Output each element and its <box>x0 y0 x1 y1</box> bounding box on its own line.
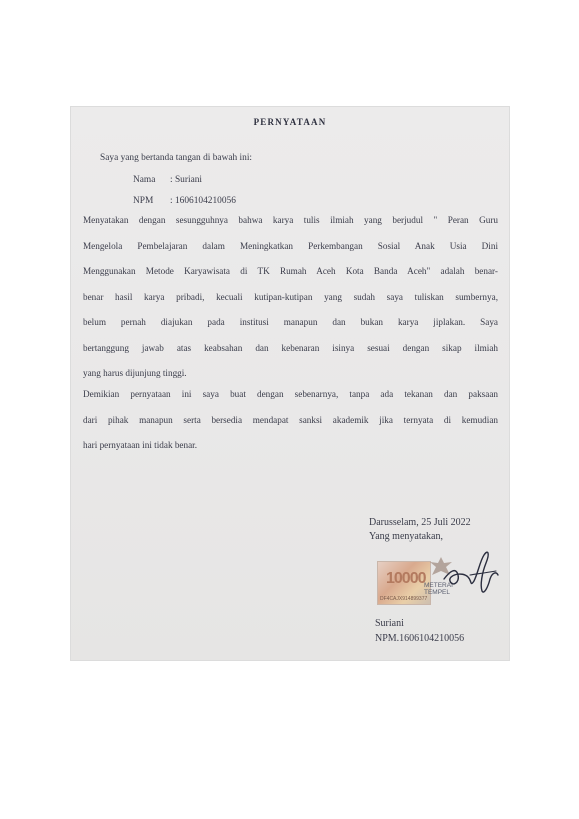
stamp-label-line1: METERAI <box>424 582 453 589</box>
statement-line: bertanggung jawab atas keabsahan dan kebenaran isinya sesuai dengan sikap ilmiah <box>83 342 498 353</box>
closing-line: hari pernyataan ini tidak benar. <box>83 440 198 450</box>
statement-line: Mengelola Pembelajaran dalam Meningkatkan Perkembangan Sosial Anak Usia Dini <box>83 240 498 251</box>
name-label: Nama <box>133 175 156 185</box>
stamp-value: 10000 <box>386 570 426 587</box>
signer-npm: NPM.1606104210056 <box>375 633 465 644</box>
intro-text: Saya yang bertanda tangan di bawah ini: <box>100 153 253 163</box>
statement-line: yang harus dijunjung tinggi. <box>83 368 187 378</box>
scanned-page <box>70 106 510 661</box>
name-value: : Suriani <box>170 175 203 185</box>
handwritten-signature-icon <box>440 541 502 599</box>
npm-label: NPM <box>133 196 154 206</box>
signature-area <box>370 541 500 621</box>
document-title: PERNYATAAN <box>253 117 327 127</box>
statement-line: Menyatakan dengan sesungguhnya bahwa karya tulis ilmiah yang berjudul " Peran Guru <box>83 215 498 225</box>
stamp-label-line2: TEMPEL <box>424 588 451 596</box>
npm-value: : 1606104210056 <box>170 196 236 206</box>
closing-paragraph <box>83 389 498 466</box>
signer-role: Yang menyatakan, <box>369 531 443 542</box>
meterai-stamp <box>377 561 431 605</box>
place-date: Darusselam, 25 Juli 2022 <box>369 517 471 528</box>
statement-paragraph <box>83 215 498 394</box>
statement-line: belum pernah diajukan pada institusi manapun dan bukan karya jiplakan. Saya <box>83 317 498 327</box>
closing-line: dari pihak manapun serta bersedia mendapat sanksi akademik jika ternyata di kemudian <box>83 414 498 425</box>
closing-line: Demikian pernyataan ini saya buat dengan sebenarnya, tanpa ada tekanan dan paksaan <box>83 389 498 399</box>
stamp-serial: DF4CAJX914899377 <box>380 596 428 602</box>
statement-line: benar hasil karya pribadi, kecuali kutipan-kutipan yang sudah saya tuliskan sumbernya, <box>83 291 498 302</box>
signer-name: Suriani <box>375 618 404 629</box>
statement-line: Menggunakan Metode Karyawisata di TK Rumah Aceh Kota Banda Aceh" adalah benar- <box>83 266 498 276</box>
